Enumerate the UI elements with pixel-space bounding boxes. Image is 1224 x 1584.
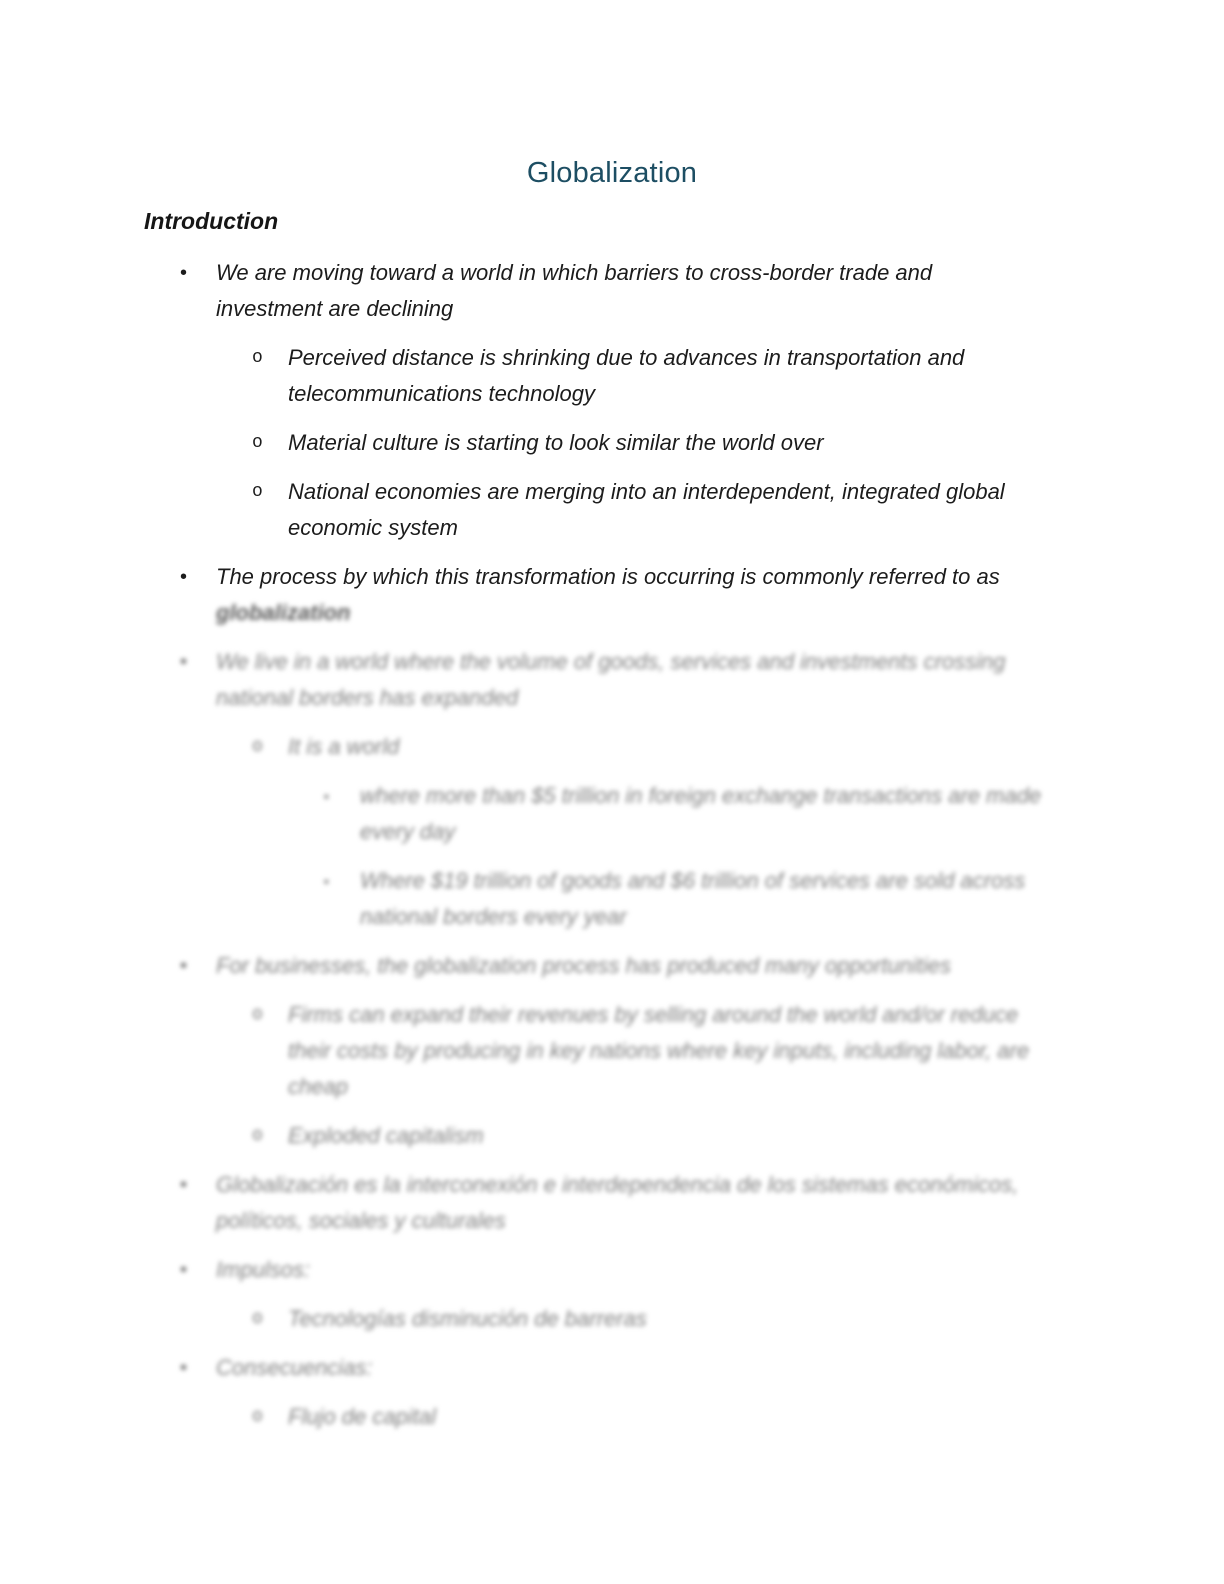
bullet-marker-icon: o bbox=[252, 433, 263, 453]
bullet-text-segment: Tecnologías disminución de barreras bbox=[288, 1306, 647, 1331]
bullet-text-segment: We are moving toward a world in which barriers to cross-border trade and bbox=[216, 260, 933, 285]
bullet-text-segment: every day bbox=[360, 819, 456, 844]
section-heading: Introduction bbox=[144, 208, 279, 234]
bullet-text-segment: Exploded capitalism bbox=[288, 1123, 484, 1148]
bullet-item bbox=[144, 1167, 1080, 1239]
bullet-item bbox=[144, 729, 1080, 765]
bullet-marker-icon: • bbox=[180, 1259, 188, 1281]
bullet-item bbox=[144, 474, 1080, 546]
bullet-marker-icon: o bbox=[252, 1126, 263, 1146]
bullet-text-segment: Firms can expand their revenues by selling around the world and/or reduce bbox=[288, 1002, 1019, 1027]
bullet-marker-icon: • bbox=[180, 566, 188, 588]
bullet-marker-icon: o bbox=[252, 1005, 263, 1025]
bullet-text-segment: It is a world bbox=[288, 734, 400, 759]
bullet-text bbox=[360, 863, 1080, 935]
bullet-text-segment: Globalización es la interconexión e interdependencia de los sistemas económicos, bbox=[216, 1172, 1019, 1197]
bullet-text-segment: The process by which this transformation is occurring is commonly referred to as bbox=[216, 564, 1000, 589]
bullet-text-segment: national borders has expanded bbox=[216, 685, 519, 710]
bullet-text-segment: globalization bbox=[216, 600, 351, 625]
bullet-item bbox=[144, 997, 1080, 1105]
bullet-marker-icon: • bbox=[180, 262, 188, 284]
bullet-text-segment: national borders every year bbox=[360, 904, 627, 929]
bullet-text-segment: Flujo de capital bbox=[288, 1404, 436, 1429]
bullet-text-segment: We live in a world where the volume of goods, services and investments crossing bbox=[216, 649, 1006, 674]
bullet-text bbox=[288, 997, 1080, 1105]
bullet-text bbox=[288, 425, 1080, 461]
bullet-marker-icon: ▪ bbox=[324, 873, 329, 889]
bullet-text bbox=[288, 474, 1080, 546]
bullet-item bbox=[144, 559, 1080, 631]
bullet-list bbox=[144, 255, 1080, 1435]
bullet-marker-icon: o bbox=[252, 737, 263, 757]
bullet-item bbox=[144, 340, 1080, 412]
bullet-marker-icon: ▪ bbox=[324, 788, 329, 804]
bullet-text-segment: políticos, sociales y culturales bbox=[216, 1208, 506, 1233]
bullet-text bbox=[216, 255, 1080, 327]
bullet-text-segment: Impulsos: bbox=[216, 1257, 311, 1282]
bullet-item bbox=[144, 948, 1080, 984]
bullet-item bbox=[144, 1399, 1080, 1435]
bullet-text-segment: investment are declining bbox=[216, 296, 454, 321]
bullet-text bbox=[216, 1252, 1080, 1288]
bullet-item bbox=[144, 778, 1080, 850]
bullet-text-segment: Consecuencias: bbox=[216, 1355, 373, 1380]
bullet-text-segment: For businesses, the globalization process has produced many opportunities bbox=[216, 953, 951, 978]
bullet-marker-icon: o bbox=[252, 348, 263, 368]
bullet-text bbox=[288, 1301, 1080, 1337]
bullet-text bbox=[216, 559, 1080, 631]
bullet-text bbox=[216, 1167, 1080, 1239]
bullet-text bbox=[288, 729, 1080, 765]
bullet-text bbox=[216, 1350, 1080, 1386]
bullet-item bbox=[144, 644, 1080, 716]
bullet-marker-icon: • bbox=[180, 1357, 188, 1379]
bullet-item bbox=[144, 255, 1080, 327]
bullet-text-segment: Material culture is starting to look similar the world over bbox=[288, 430, 824, 455]
page-title: Globalization bbox=[526, 157, 698, 189]
bullet-text bbox=[216, 948, 1080, 984]
bullet-text-segment: where more than $5 trillion in foreign exchange transactions are made bbox=[360, 783, 1042, 808]
bullet-text-segment: cheap bbox=[288, 1074, 348, 1099]
bullet-marker-icon: • bbox=[180, 1174, 188, 1196]
bullet-text-segment: National economies are merging into an interdependent, integrated global bbox=[288, 479, 1005, 504]
bullet-text bbox=[288, 340, 1080, 412]
bullet-item bbox=[144, 1301, 1080, 1337]
bullet-text-segment: Where $19 trillion of goods and $6 trillion of services are sold across bbox=[360, 868, 1026, 893]
bullet-text bbox=[288, 1399, 1080, 1435]
bullet-text bbox=[216, 644, 1080, 716]
bullet-marker-icon: • bbox=[180, 955, 188, 977]
bullet-marker-icon: o bbox=[252, 1407, 263, 1427]
bullet-text-segment: economic system bbox=[288, 515, 458, 540]
bullet-marker-icon: o bbox=[252, 1309, 263, 1329]
bullet-item bbox=[144, 1350, 1080, 1386]
bullet-marker-icon: • bbox=[180, 651, 188, 673]
bullet-text bbox=[288, 1118, 1080, 1154]
bullet-item bbox=[144, 1118, 1080, 1154]
bullet-text-segment: telecommunications technology bbox=[288, 381, 595, 406]
bullet-item bbox=[144, 863, 1080, 935]
bullet-item bbox=[144, 1252, 1080, 1288]
bullet-item bbox=[144, 425, 1080, 461]
bullet-text-segment: their costs by producing in key nations where key inputs, including labor, are bbox=[288, 1038, 1030, 1063]
bullet-text-segment: Perceived distance is shrinking due to advances in transportation and bbox=[288, 345, 965, 370]
bullet-marker-icon: o bbox=[252, 482, 263, 502]
bullet-text bbox=[360, 778, 1080, 850]
